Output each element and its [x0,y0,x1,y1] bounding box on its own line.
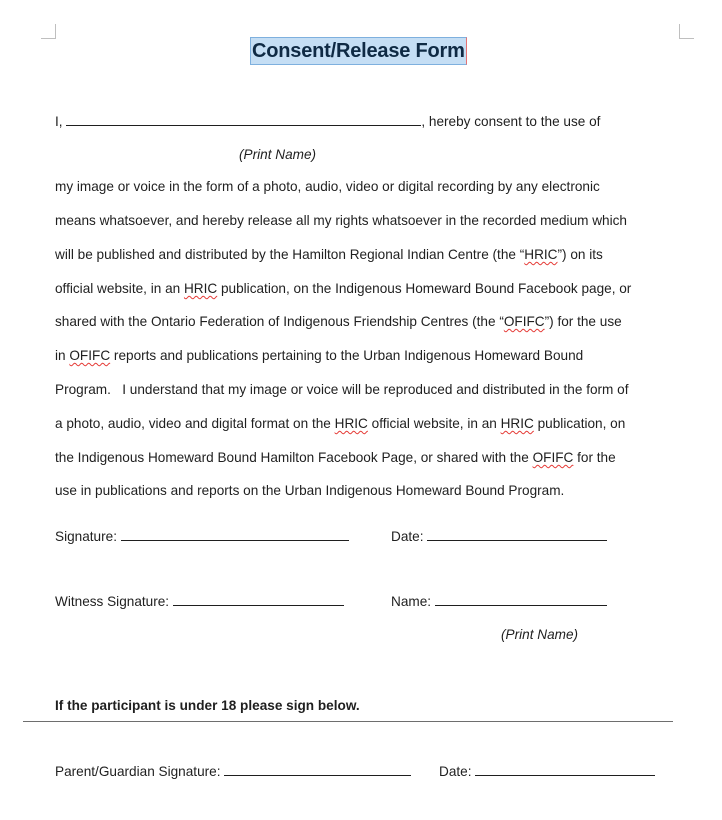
witness-name-field [391,593,607,611]
guardian-date-label: Date: [439,764,472,779]
guardian-signature-field [55,763,411,781]
paragraph-text: my image or voice in the form of a photo, audio, video or digital recording by any electronic [55,179,600,194]
spellcheck-flagged-word: HRIC [183,281,218,296]
paragraph-text: publication, on [533,416,626,431]
paragraph-line [55,280,631,298]
paragraph-line [55,313,622,331]
witness-signature-field [55,593,344,611]
paragraph-text: reports and publications pertaining to the Urban Indigenous Homeward Bound [110,348,584,363]
paragraph-line [55,449,616,467]
guardian-date-field [439,763,655,781]
paragraph-line [55,178,600,196]
paragraph-text: ”) for the use [544,314,622,329]
paragraph-line [55,246,603,264]
guardian-signature-blank[interactable] [224,763,411,776]
paragraph-line [55,347,583,365]
paragraph-text: means whatsoever, and hereby release all my rights whatsoever in the recorded medium which [55,213,627,228]
consent-prefix: I, [55,114,63,129]
document-title[interactable]: Consent/Release Form [250,37,467,65]
paragraph-text: official website, in an [367,416,501,431]
witness-signature-label: Witness Signature: [55,594,170,609]
paragraph-text: will be published and distributed by the Hamilton Regional Indian Centre (the “ [55,247,525,262]
consent-line [55,113,600,131]
paragraph-line [55,212,627,230]
spellcheck-flagged-word: OFIFC [503,314,545,329]
spellcheck-flagged-word: HRIC [524,247,558,262]
paragraph-text: the Indigenous Homeward Bound Hamilton Facebook Page, or shared with the [55,450,533,465]
name-label: Name: [391,594,432,609]
paragraph-text: in [55,348,70,363]
print-name-blank[interactable] [66,113,421,126]
signature-field [55,528,349,546]
date-label: Date: [391,529,424,544]
signature-blank[interactable] [121,528,349,541]
paragraph-text: use in publications and reports on the Urban Indigenous Homeward Bound Program. [55,483,565,498]
spellcheck-flagged-word: OFIFC [69,348,111,363]
paragraph-text: for the [573,450,616,465]
minor-notice: If the participant is under 18 please sign below. [55,698,360,713]
margin-corner-mark-top-right [679,24,694,39]
paragraph-line [55,381,629,399]
spellcheck-flagged-word: HRIC [500,416,534,431]
name-blank[interactable] [435,593,607,606]
paragraph-text: publication, on the Indigenous Homeward Bound Facebook page, or [217,281,632,296]
signature-label: Signature: [55,529,117,544]
section-divider [23,721,673,722]
paragraph-text: a photo, audio, video and digital format on the [55,416,335,431]
spellcheck-flagged-word: HRIC [334,416,368,431]
witness-signature-blank[interactable] [173,593,344,606]
guardian-date-blank[interactable] [475,763,655,776]
witness-print-name-hint: (Print Name) [501,627,579,642]
paragraph-text: official website, in an [55,281,184,296]
paragraph-text: shared with the Ontario Federation of Indigenous Friendship Centres (the “ [55,314,504,329]
paragraph-line [55,415,625,433]
margin-corner-mark-top-left [41,24,56,39]
date-blank[interactable] [427,528,607,541]
consent-suffix: , hereby consent to the use of [421,114,601,129]
guardian-signature-label: Parent/Guardian Signature: [55,764,221,779]
date-field [391,528,607,546]
print-name-hint: (Print Name) [239,147,317,162]
paragraph-line [55,482,564,500]
paragraph-text: ”) on its [557,247,603,262]
spellcheck-flagged-word: OFIFC [532,450,574,465]
paragraph-text: Program. I understand that my image or voice will be reproduced and distributed in the form of [55,382,629,397]
